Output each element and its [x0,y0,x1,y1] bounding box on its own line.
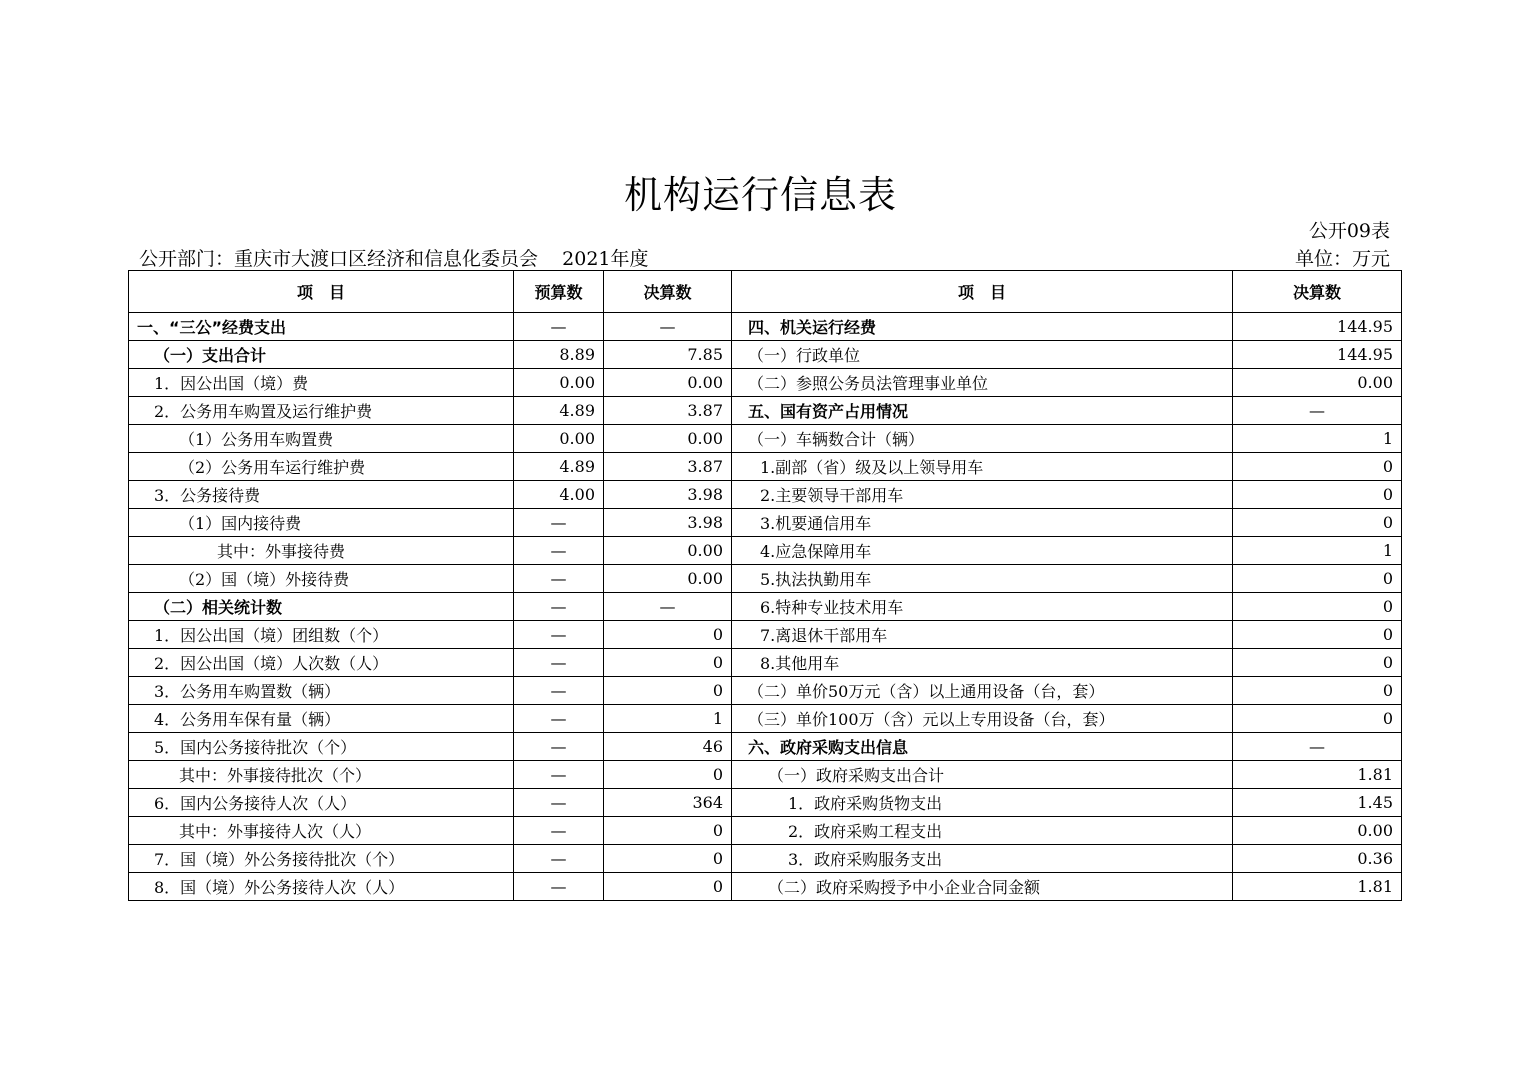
right-value: 144.95 [1233,313,1402,341]
left-item: （2）国（境）外接待费 [129,565,514,593]
right-item: 六、政府采购支出信息 [732,733,1233,761]
right-item: 4.应急保障用车 [732,537,1233,565]
table-row [129,761,1402,789]
budget-value: 8.89 [514,341,604,369]
right-item: （一）政府采购支出合计 [732,761,1233,789]
table-row [129,313,1402,341]
right-item: 8.其他用车 [732,649,1233,677]
table-row [129,453,1402,481]
table-row [129,593,1402,621]
left-item: 5．国内公务接待批次（个） [129,733,514,761]
left-item: 1．因公出国（境）团组数（个） [129,621,514,649]
table-row [129,369,1402,397]
final-value: 0 [604,761,732,789]
table-row [129,845,1402,873]
budget-value: — [514,313,604,341]
right-value: 0 [1233,621,1402,649]
right-value: 0.36 [1233,845,1402,873]
budget-value: — [514,789,604,817]
right-item: 6.特种专业技术用车 [732,593,1233,621]
right-item: （二）单价50万元（含）以上通用设备（台，套） [732,677,1233,705]
left-item: 其中：外事接待批次（个） [129,761,514,789]
table-row [129,705,1402,733]
left-item: （2）公务用车运行维护费 [129,453,514,481]
final-value: 3.87 [604,397,732,425]
right-value: 0 [1233,593,1402,621]
right-item: 四、机关运行经费 [732,313,1233,341]
budget-value: 0.00 [514,369,604,397]
budget-value: — [514,817,604,845]
final-value: 1 [604,705,732,733]
final-value: 3.87 [604,453,732,481]
right-item: 2．政府采购工程支出 [732,817,1233,845]
right-value: 0 [1233,509,1402,537]
final-value: 46 [604,733,732,761]
left-item: （二）相关统计数 [129,593,514,621]
right-item: 3．政府采购服务支出 [732,845,1233,873]
budget-value: 4.89 [514,397,604,425]
right-value: 144.95 [1233,341,1402,369]
budget-value: — [514,621,604,649]
table-row [129,341,1402,369]
left-item: 2．因公出国（境）人次数（人） [129,649,514,677]
table-row [129,873,1402,901]
budget-value: — [514,845,604,873]
right-item: （二）参照公务员法管理事业单位 [732,369,1233,397]
final-value: 0.00 [604,425,732,453]
left-item: （一）支出合计 [129,341,514,369]
header-item: 项 目 [129,271,514,313]
final-value: 0 [604,649,732,677]
final-value: 0 [604,845,732,873]
table-row [129,621,1402,649]
header-final-right: 决算数 [1233,271,1402,313]
right-item: 1．政府采购货物支出 [732,789,1233,817]
left-item: 6．国内公务接待人次（人） [129,789,514,817]
right-value: 0.00 [1233,817,1402,845]
right-value: 1.81 [1233,873,1402,901]
page-title: 机构运行信息表 [623,173,897,217]
right-item: 5.执法执勤用车 [732,565,1233,593]
unit-label: 单位：万元 [1294,248,1390,270]
budget-value: 0.00 [514,425,604,453]
form-number: 公开09表 [1308,220,1390,242]
right-value: — [1233,733,1402,761]
final-value: 3.98 [604,481,732,509]
final-value: 0 [604,873,732,901]
right-item: （二）政府采购授予中小企业合同金额 [732,873,1233,901]
header-item-right: 项 目 [732,271,1233,313]
right-value: 1 [1233,425,1402,453]
table-row [129,733,1402,761]
left-item: 一、“三公”经费支出 [129,313,514,341]
table-row [129,789,1402,817]
info-table [128,270,1402,901]
left-item: 3．公务接待费 [129,481,514,509]
header-budget: 预算数 [514,271,604,313]
department-line: 公开部门：重庆市大渡口区经济和信息化委员会 2021年度 [139,248,649,270]
table-row [129,565,1402,593]
budget-value: — [514,649,604,677]
left-item: 1．因公出国（境）费 [129,369,514,397]
final-value: 0.00 [604,369,732,397]
table-row [129,537,1402,565]
right-value: — [1233,397,1402,425]
right-item: 2.主要领导干部用车 [732,481,1233,509]
budget-value: — [514,509,604,537]
right-value: 0 [1233,677,1402,705]
final-value: 3.98 [604,509,732,537]
budget-value: — [514,537,604,565]
right-item: 五、国有资产占用情况 [732,397,1233,425]
budget-value: — [514,873,604,901]
left-item: 其中：外事接待人次（人） [129,817,514,845]
header-row [129,271,1402,313]
final-value: 0 [604,817,732,845]
right-item: （一）行政单位 [732,341,1233,369]
budget-value: — [514,705,604,733]
right-value: 1.45 [1233,789,1402,817]
right-item: 3.机要通信用车 [732,509,1233,537]
final-value: 0.00 [604,565,732,593]
budget-value: 4.00 [514,481,604,509]
right-item: （三）单价100万（含）元以上专用设备（台，套） [732,705,1233,733]
right-value: 0 [1233,481,1402,509]
left-item: 3．公务用车购置数（辆） [129,677,514,705]
final-value: 0 [604,621,732,649]
final-value: 0.00 [604,537,732,565]
left-item: （1）国内接待费 [129,509,514,537]
final-value: 364 [604,789,732,817]
left-item: 7．国（境）外公务接待批次（个） [129,845,514,873]
table-row [129,817,1402,845]
table-row [129,649,1402,677]
right-value: 1.81 [1233,761,1402,789]
left-item: 8．国（境）外公务接待人次（人） [129,873,514,901]
left-item: 其中：外事接待费 [129,537,514,565]
final-value: 7.85 [604,341,732,369]
table-row [129,509,1402,537]
left-item: 2．公务用车购置及运行维护费 [129,397,514,425]
right-value: 1 [1233,537,1402,565]
left-item: 4．公务用车保有量（辆） [129,705,514,733]
budget-value: — [514,677,604,705]
table-row [129,397,1402,425]
right-item: （一）车辆数合计（辆） [732,425,1233,453]
budget-value: 4.89 [514,453,604,481]
final-value: — [604,313,732,341]
final-value: 0 [604,677,732,705]
right-value: 0 [1233,649,1402,677]
table-row [129,425,1402,453]
header-final: 决算数 [604,271,732,313]
final-value: — [604,593,732,621]
table-row [129,677,1402,705]
budget-value: — [514,733,604,761]
table-row [129,481,1402,509]
right-item: 1.副部（省）级及以上领导用车 [732,453,1233,481]
right-value: 0.00 [1233,369,1402,397]
right-value: 0 [1233,565,1402,593]
budget-value: — [514,593,604,621]
budget-value: — [514,761,604,789]
left-item: （1）公务用车购置费 [129,425,514,453]
budget-value: — [514,565,604,593]
right-value: 0 [1233,453,1402,481]
right-value: 0 [1233,705,1402,733]
right-item: 7.离退休干部用车 [732,621,1233,649]
